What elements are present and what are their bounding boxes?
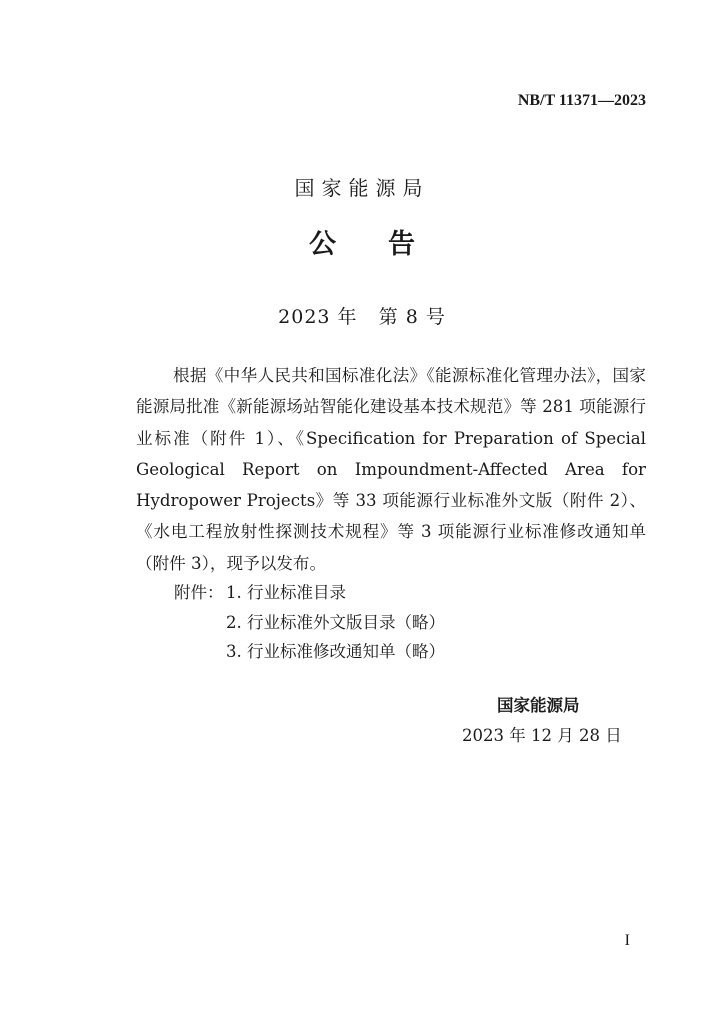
attachments-list <box>174 578 445 667</box>
page-number: I <box>624 932 630 949</box>
signature-organization: 国家能源局 <box>497 696 580 715</box>
issuing-authority: 国家能源局 <box>294 176 430 200</box>
document-type-title: 公告 <box>309 229 467 260</box>
attachment-item <box>174 637 445 667</box>
standard-code: NB/T 11371—2023 <box>517 92 646 109</box>
attachment-item <box>174 578 445 608</box>
announcement-body: 根据《中华人民共和国标准化法》《能源标准化管理办法》，国家能源局批准《新能源场站智能化建设基本技术规范》等 281 项能源行业标准（附件 1）、《Specification for Preparation of Special Geological Report on Impoundment-Affected Area for Hydropower Projects》等 33 项能源行业标准外文版（附件 2）、《水电工程放射性探测技术规程》等 3 项能源行业标准修改通知单（附件 3），现予以发布。 <box>136 366 646 573</box>
attachment-item-1: 1. 行业标准目录 <box>226 583 346 602</box>
attachment-item <box>174 608 445 638</box>
attachment-item-3: 3. 行业标准修改通知单（略） <box>226 642 445 661</box>
signature-date: 2023 年 12 月 28 日 <box>462 726 622 745</box>
attachment-item-2: 2. 行业标准外文版目录（略） <box>226 612 445 632</box>
announcement-number: 2023 年 第 8 号 <box>278 306 446 328</box>
attachments-label: 附件： <box>174 583 224 602</box>
